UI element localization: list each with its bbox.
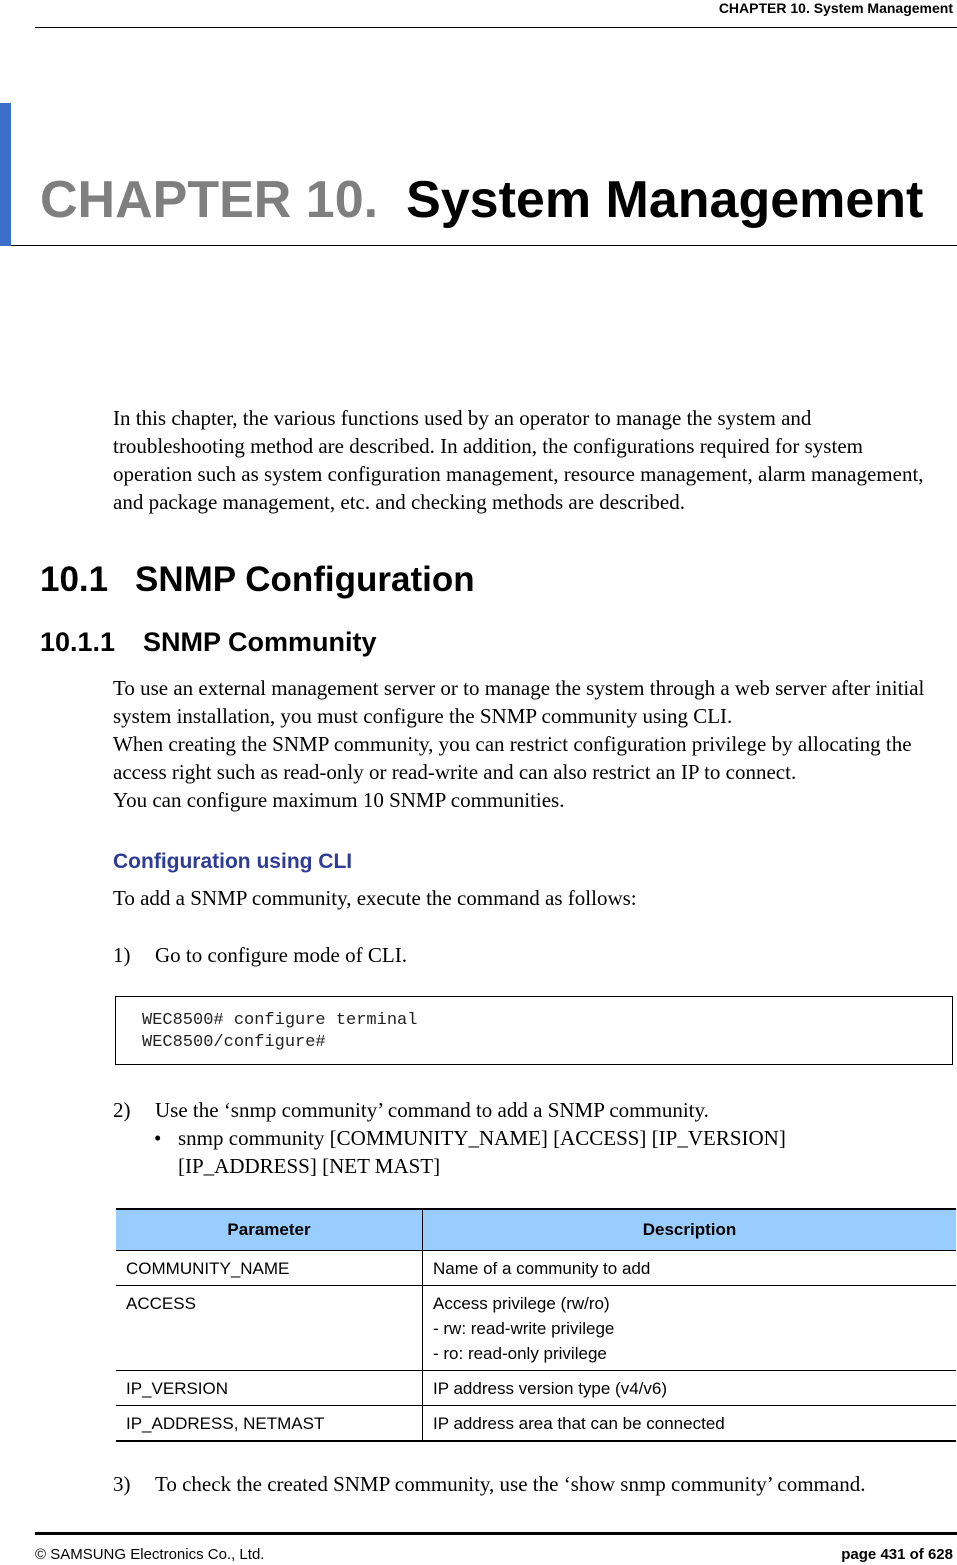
- parameter-table: [116, 1208, 956, 1442]
- step-1: [113, 941, 407, 969]
- table-row: [116, 1286, 956, 1371]
- desc-line: - rw: read-write privilege: [433, 1319, 615, 1338]
- param-cell: COMMUNITY_NAME: [116, 1251, 423, 1286]
- param-cell: IP_ADDRESS, NETMAST: [116, 1406, 423, 1442]
- chapter-rule: [11, 245, 957, 246]
- footer-page-number: page 431 of 628: [841, 1546, 953, 1563]
- chapter-title: [40, 170, 923, 230]
- section-title: SNMP Configuration: [135, 560, 475, 599]
- code-line: WEC8500# configure terminal: [142, 1011, 418, 1030]
- snmp-community-text: [113, 674, 957, 814]
- chapter-name: System Management: [406, 171, 924, 229]
- table-row: [116, 1251, 956, 1286]
- cli-intro: To add a SNMP community, execute the command as follows:: [113, 886, 637, 910]
- step-number: 1): [113, 943, 131, 967]
- step-number: 3): [113, 1472, 131, 1496]
- table-header-description: Description: [423, 1209, 957, 1251]
- snmp-paragraph: To use an external management server or to manage the system through a web server after initial system installation, you must configure the SNMP community using CLI.: [113, 676, 925, 728]
- step-text: Use the ‘snmp community’ command to add a SNMP community.: [155, 1098, 709, 1122]
- footer-rule: [35, 1532, 957, 1535]
- running-header: CHAPTER 10. System Management: [718, 0, 953, 16]
- subsection-title: SNMP Community: [143, 627, 377, 657]
- bullet-symbol: •: [154, 1126, 162, 1150]
- step-text: Go to configure mode of CLI.: [155, 943, 407, 967]
- step-2: [113, 1096, 709, 1124]
- table-row: [116, 1371, 956, 1406]
- param-cell: ACCESS: [116, 1286, 423, 1371]
- snmp-paragraph: You can configure maximum 10 SNMP communities.: [113, 788, 565, 812]
- code-line: WEC8500/configure#: [142, 1033, 326, 1052]
- step-number: 2): [113, 1098, 131, 1122]
- footer-copyright: © SAMSUNG Electronics Co., Ltd.: [35, 1546, 265, 1563]
- section-heading: [40, 560, 475, 600]
- desc-cell: [423, 1286, 957, 1371]
- step-text: To check the created SNMP community, use the ‘show snmp community’ command.: [155, 1472, 866, 1496]
- param-cell: IP_VERSION: [116, 1371, 423, 1406]
- table-header-parameter: Parameter: [116, 1209, 423, 1251]
- desc-cell: Name of a community to add: [423, 1251, 957, 1286]
- section-number: 10.1: [40, 560, 109, 599]
- step-3: [113, 1470, 865, 1498]
- subsection-heading: [40, 627, 377, 658]
- command-syntax: snmp community [COMMUNITY_NAME] [ACCESS] [IP_VERSION] [IP_ADDRESS] [NET MAST]: [178, 1126, 786, 1178]
- table-row: [116, 1406, 956, 1442]
- desc-cell: IP address area that can be connected: [423, 1406, 957, 1442]
- desc-cell: IP address version type (v4/v6): [423, 1371, 957, 1406]
- desc-line: - ro: read-only privilege: [433, 1344, 607, 1363]
- code-block: [115, 996, 953, 1065]
- chapter-number: CHAPTER 10.: [40, 171, 379, 229]
- desc-line: Access privilege (rw/ro): [433, 1294, 610, 1313]
- subsection-number: 10.1.1: [40, 627, 116, 657]
- chapter-accent-bar: [0, 103, 11, 246]
- table-header-row: [116, 1209, 956, 1251]
- cli-heading: Configuration using CLI: [113, 850, 353, 873]
- intro-paragraph: In this chapter, the various functions used by an operator to manage the system and troubleshooting method are described. In addition, the configurations required for system operation such as system configuration management, resource management, alarm management, and package management, etc. and checking methods are described.: [113, 406, 924, 514]
- snmp-paragraph: When creating the SNMP community, you can restrict configuration privilege by allocating the access right such as read-only or read-write and can also restrict an IP to connect.: [113, 732, 912, 784]
- header-rule: [35, 27, 957, 28]
